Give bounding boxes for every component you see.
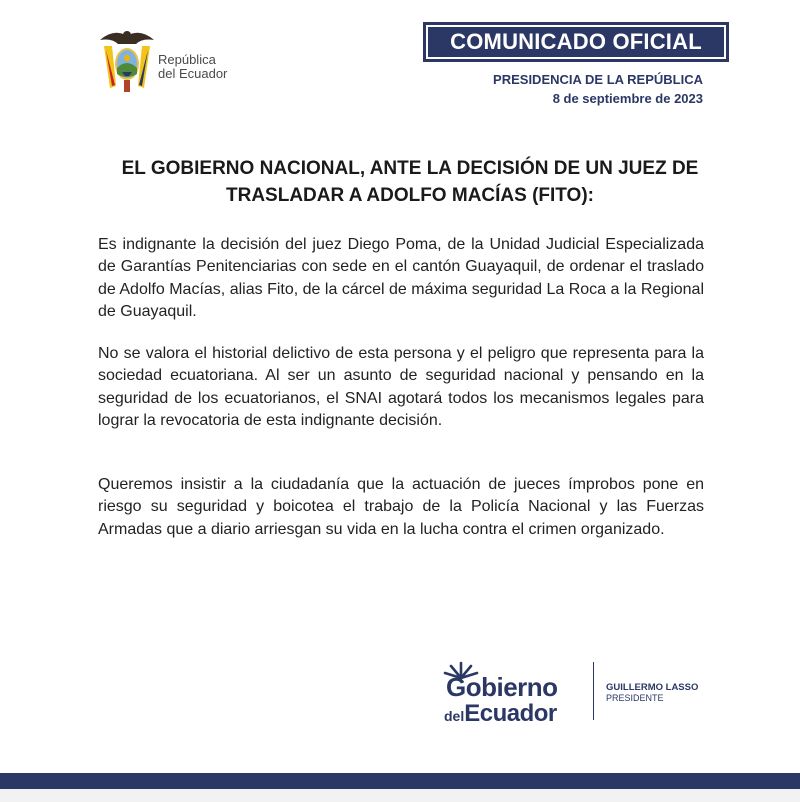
emblem-line1: República: [158, 52, 216, 67]
footer-bar: [0, 773, 800, 789]
title-line1: EL GOBIERNO NACIONAL, ANTE LA DECISIÓN DE UN JUEZ DE: [121, 158, 699, 179]
brand-line2-small: del: [444, 708, 465, 724]
paragraph-2: No se valora el historial delictivo de esta persona y el peligro que representa para la sociedad ecuatoriana. Al ser un asunto de seguridad nacional y pensando en la seguridad de los ecuatorianos, el SNAI agotará todos los mecanismos legales para lograr la revocatoria de esta indignante decisión.: [98, 345, 704, 429]
document-date: 8 de septiembre de 2023: [552, 91, 703, 106]
president-name: GUILLERMO LASSO: [606, 682, 699, 693]
brand-line2: [444, 700, 557, 728]
official-communique-banner: COMUNICADO OFICIAL: [426, 25, 726, 59]
brand-line1: Gobierno: [446, 672, 558, 702]
president-signature-block: [606, 683, 698, 703]
issuing-office: PRESIDENCIA DE LA REPÚBLICA: [493, 72, 703, 87]
document-title: [80, 155, 740, 209]
president-role: PRESIDENTE: [606, 693, 664, 703]
brand-line2-big: Ecuador: [464, 700, 557, 727]
paragraph-3: Queremos insistir a la ciudadanía que la actuación de jueces ímprobos pone en riesgo su seguridad y boicotea el trabajo de la Policía Nacional y las Fuerzas Armadas que a diario arriesgan su vida en la lucha contra el crimen organizado.: [98, 476, 704, 538]
footer-bottom-strip: [0, 789, 800, 802]
paragraph-1: Es indignante la decisión del juez Diego Poma, de la Unidad Judicial Especializada de Garantías Penitenciarias con sede en el cantón Guayaquil, de ordenar el traslado de Adolfo Macías, alias Fito, de la cárcel de máxima seguridad La Roca a la Regional de Guayaquil.: [98, 236, 704, 320]
logo-divider: [593, 662, 594, 720]
title-line2: TRASLADAR A ADOLFO MACÍAS (FITO):: [226, 185, 594, 206]
republic-emblem-label: [158, 53, 227, 81]
coat-of-arms-icon: [96, 26, 158, 98]
emblem-line2: del Ecuador: [158, 66, 228, 81]
